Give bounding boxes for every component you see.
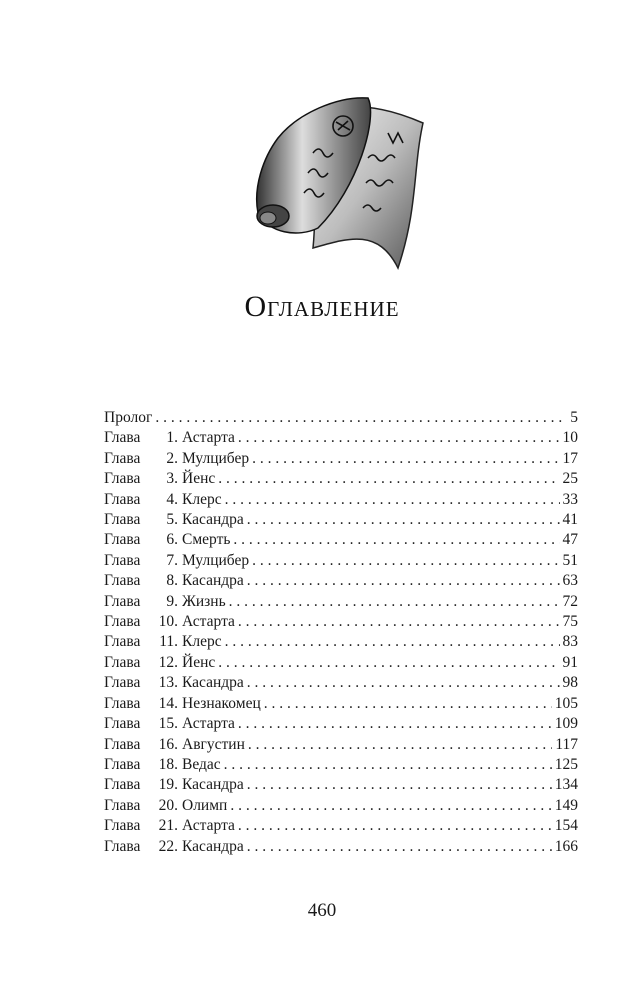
toc-chapter-number: 20.	[158, 796, 178, 814]
toc-chapter-number: 4.	[166, 490, 178, 508]
dot-leader	[248, 735, 552, 755]
toc-chapter-number: 18.	[158, 755, 178, 773]
toc-page-number: 117	[555, 735, 578, 753]
toc-chapter-word: Глава	[104, 796, 141, 814]
toc-entry[interactable]	[104, 673, 578, 693]
toc-page-number: 134	[554, 776, 578, 794]
toc-page-number: 83	[562, 633, 578, 651]
dot-leader	[225, 490, 560, 510]
toc-page-number: 154	[554, 817, 578, 835]
toc-entry[interactable]	[104, 571, 578, 591]
toc-page-number: 25	[562, 470, 578, 488]
toc-entry[interactable]	[104, 837, 578, 857]
toc-entry-title	[104, 837, 244, 857]
toc-chapter-name: Августин	[182, 735, 245, 753]
toc-entry-title	[104, 735, 245, 755]
dot-leader	[155, 408, 567, 428]
toc-page-number: 17	[562, 449, 578, 467]
dot-leader	[229, 592, 560, 612]
toc-entry[interactable]	[104, 510, 578, 530]
toc-chapter-name: Астарта	[182, 429, 235, 447]
toc-chapter-name: Мулцибер	[182, 449, 250, 467]
toc-page-number: 41	[562, 511, 578, 529]
table-of-contents	[104, 408, 578, 857]
toc-chapter-name: Клерс	[182, 490, 222, 508]
toc-chapter-number: 11.	[159, 633, 178, 651]
toc-chapter-number: 21.	[158, 817, 178, 835]
toc-chapter-word: Глава	[104, 572, 141, 590]
toc-chapter-name: Касандра	[182, 674, 244, 692]
toc-chapter-number: 1.	[166, 429, 178, 447]
toc-chapter-word: Глава	[104, 755, 141, 773]
toc-entry[interactable]	[104, 530, 578, 550]
toc-page-number: 51	[562, 551, 578, 569]
toc-chapter-number: 3.	[166, 470, 178, 488]
dot-leader	[247, 571, 560, 591]
toc-chapter-name: Касандра	[182, 837, 244, 855]
toc-chapter-number: 15.	[158, 715, 178, 733]
toc-chapter-name: Касандра	[182, 776, 244, 794]
toc-entry[interactable]	[104, 592, 578, 612]
toc-page-number: 109	[554, 715, 578, 733]
dot-leader	[252, 449, 559, 469]
toc-chapter-number: 13.	[158, 674, 178, 692]
toc-chapter-number: 2.	[166, 449, 178, 467]
toc-page-number: 47	[562, 531, 578, 549]
toc-chapter-name: Мулцибер	[182, 551, 250, 569]
toc-entry-title	[104, 592, 226, 612]
toc-entry[interactable]	[104, 816, 578, 836]
toc-chapter-name: Астарта	[182, 613, 235, 631]
toc-chapter-name: Астарта	[182, 715, 235, 733]
toc-chapter-number: 14.	[158, 694, 178, 712]
page-title: Оглавление	[244, 290, 400, 323]
dot-leader	[264, 694, 552, 714]
page-number: 460	[307, 900, 337, 921]
toc-page-number: 5	[570, 409, 578, 426]
toc-page-number: 125	[554, 755, 578, 773]
toc-page-number: 166	[554, 837, 578, 855]
dot-leader	[247, 673, 560, 693]
toc-entry[interactable]	[104, 694, 578, 714]
toc-entry[interactable]	[104, 653, 578, 673]
toc-chapter-name: Касандра	[182, 572, 244, 590]
toc-page-number: 63	[562, 572, 578, 590]
toc-page-number: 98	[562, 674, 578, 692]
toc-entry-title: Пролог	[104, 409, 153, 426]
toc-entry[interactable]	[104, 612, 578, 632]
dot-leader	[218, 469, 559, 489]
toc-chapter-number: 6.	[166, 531, 178, 549]
toc-chapter-word: Глава	[104, 837, 141, 855]
toc-chapter-word: Глава	[104, 449, 141, 467]
dot-leader	[252, 551, 559, 571]
toc-entry-title	[104, 551, 249, 571]
toc-chapter-number: 8.	[166, 572, 178, 590]
toc-entry-title	[104, 796, 227, 816]
toc-chapter-word: Глава	[104, 429, 141, 447]
dot-leader	[238, 714, 552, 734]
toc-chapter-number: 10.	[158, 613, 178, 631]
dot-leader	[225, 632, 560, 652]
toc-entry[interactable]	[104, 551, 578, 571]
toc-chapter-word: Глава	[104, 674, 141, 692]
toc-chapter-word: Глава	[104, 817, 141, 835]
toc-chapter-name: Жизнь	[182, 592, 226, 610]
toc-entry-title	[104, 612, 235, 632]
toc-entry-title	[104, 571, 244, 591]
toc-entry-title	[104, 714, 235, 734]
toc-chapter-word: Глава	[104, 735, 141, 753]
toc-chapter-word: Глава	[104, 592, 141, 610]
toc-chapter-name: Астарта	[182, 817, 235, 835]
toc-chapter-name: Незнакомец	[182, 694, 261, 712]
toc-entry[interactable]	[104, 735, 578, 755]
toc-entry-title	[104, 816, 235, 836]
toc-entry[interactable]	[104, 714, 578, 734]
toc-chapter-word: Глава	[104, 490, 141, 508]
dot-leader	[230, 796, 551, 816]
dot-leader	[238, 612, 560, 632]
toc-entry[interactable]	[104, 755, 578, 775]
dot-leader	[218, 653, 559, 673]
toc-chapter-word: Глава	[104, 511, 141, 529]
toc-entry-title	[104, 449, 249, 469]
toc-entry-title	[104, 694, 261, 714]
toc-entry[interactable]	[104, 408, 578, 428]
toc-chapter-word: Глава	[104, 613, 141, 631]
toc-entry-title	[104, 775, 244, 795]
dot-leader	[247, 510, 560, 530]
toc-chapter-number: 19.	[158, 776, 178, 794]
toc-entry-title	[104, 632, 222, 652]
toc-entry-title	[104, 428, 235, 448]
toc-chapter-name: Йенс	[182, 470, 216, 488]
toc-chapter-name: Клерс	[182, 633, 222, 651]
toc-page-number: 105	[554, 694, 578, 712]
toc-page-number: 10	[562, 429, 578, 447]
toc-chapter-number: 12.	[158, 653, 178, 671]
toc-entry-title	[104, 530, 230, 550]
toc-chapter-name: Ведас	[182, 755, 221, 773]
toc-entry-title	[104, 673, 244, 693]
dot-leader	[247, 837, 552, 857]
toc-entry-title	[104, 469, 215, 489]
toc-chapter-word: Глава	[104, 551, 141, 569]
dot-leader	[247, 775, 552, 795]
toc-entry[interactable]	[104, 775, 578, 795]
toc-entry-title	[104, 510, 244, 530]
toc-page-number: 91	[562, 653, 578, 671]
toc-entry-title	[104, 653, 215, 673]
toc-page-number: 75	[562, 613, 578, 631]
toc-chapter-number: 9.	[166, 592, 178, 610]
toc-chapter-word: Глава	[104, 776, 141, 794]
dot-leader	[224, 755, 552, 775]
toc-chapter-number: 16.	[158, 735, 178, 753]
dot-leader	[238, 428, 560, 448]
scroll-illustration	[238, 78, 438, 278]
toc-chapter-word: Глава	[104, 531, 141, 549]
toc-entry[interactable]	[104, 796, 578, 816]
toc-chapter-name: Йенс	[182, 653, 216, 671]
toc-chapter-name: Касандра	[182, 511, 244, 529]
dot-leader	[238, 816, 552, 836]
toc-chapter-name: Олимп	[182, 796, 228, 814]
toc-entry-title	[104, 755, 221, 775]
dot-leader	[233, 530, 559, 550]
toc-entry-title	[104, 490, 222, 510]
toc-entry[interactable]	[104, 490, 578, 510]
toc-entry[interactable]	[104, 469, 578, 489]
toc-page-number: 72	[562, 592, 578, 610]
toc-entry[interactable]	[104, 449, 578, 469]
toc-chapter-number: 22.	[158, 837, 178, 855]
toc-chapter-word: Глава	[104, 470, 141, 488]
toc-entry[interactable]	[104, 632, 578, 652]
toc-chapter-word: Глава	[104, 653, 141, 671]
toc-chapter-number: 7.	[166, 551, 178, 569]
toc-chapter-word: Глава	[104, 694, 141, 712]
toc-chapter-word: Глава	[104, 715, 141, 733]
toc-chapter-name: Смерть	[182, 531, 231, 549]
toc-entry[interactable]	[104, 428, 578, 448]
toc-chapter-number: 5.	[166, 511, 178, 529]
toc-page-number: 33	[562, 490, 578, 508]
toc-page-number: 149	[554, 796, 578, 814]
toc-chapter-word: Глава	[104, 633, 141, 651]
